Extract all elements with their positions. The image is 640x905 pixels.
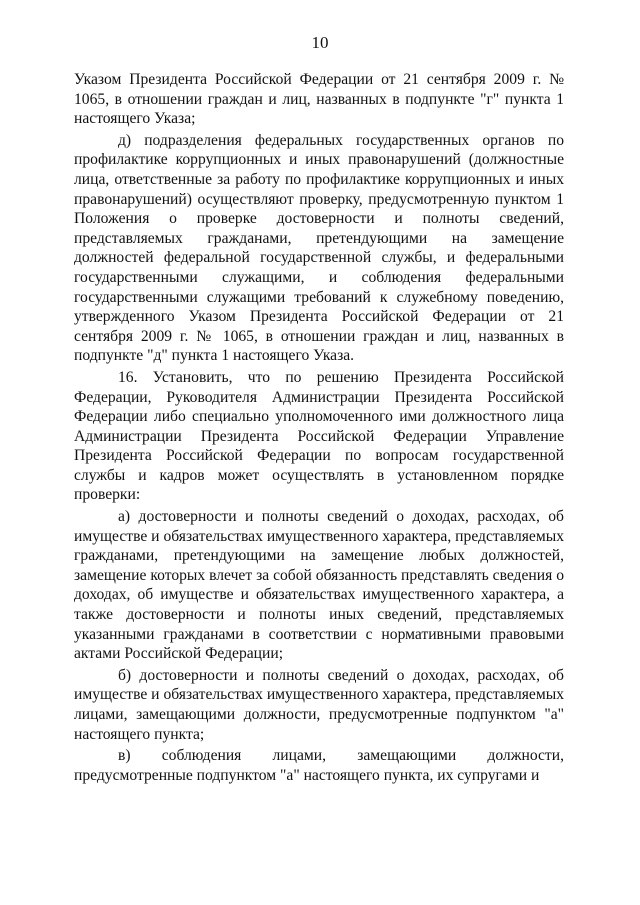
- paragraph-subitem-v: в) соблюдения лицами, замещающими должности, предусмотренные подпунктом "а" настоящего пункта, их супругами и: [74, 747, 564, 784]
- document-body: [74, 70, 564, 787]
- paragraph-continuation: Указом Президента Российской Федерации от 21 сентября 2009 г. № 1065, в отношении граждан и лиц, названных в подпункте "г" пункта 1 настоящего Указа;: [74, 71, 564, 128]
- paragraph-subitem-d: д) подразделения федеральных государственных органов по профилактике коррупционных и иных правонарушений (должностные лица, ответственные за работу по профилактике коррупционных и иных правонарушений) осуществляют проверку, предусмотренную пунктом 1 Положения о проверке достоверности и полноты сведений, представляемых гражданами, претендующими на замещение должностей федеральной государственной службы, и федеральными государственными служащими, и соблюдения федеральными государственными служащими требований к служебному поведению, утвержденного Указом Президента Российской Федерации от 21 сентября 2009 г. № 1065, в отношении граждан и лиц, названных в подпункте "д" пункта 1 настоящего Указа.: [74, 131, 564, 365]
- paragraph-item-16: 16. Установить, что по решению Президента Российской Федерации, Руководителя Администрации Президента Российской Федерации либо специально уполномоченного ими должностного лица Администрации Президента Российской Федерации Управление Президента Российской Федерации по вопросам государственной службы и кадров может осуществлять в установленном порядке проверки:: [74, 368, 564, 504]
- page-number: 10: [311, 33, 329, 52]
- paragraph-subitem-a: а) достоверности и полноты сведений о доходах, расходах, об имуществе и обязательствах имущественного характера, представляемых гражданами, претендующими на замещение любых должностей, замещение которых влечет за собой обязанность представлять сведения о доходах, об имуществе и обязательствах имущественного характера, а также достоверности и полноты иных сведений, представляемых указанными гражданами в соответствии с нормативными правовыми актами Российской Федерации;: [74, 508, 564, 663]
- paragraph-subitem-b: б) достоверности и полноты сведений о доходах, расходах, об имуществе и обязательствах имущественного характера, представляемых лицами, замещающими должности, предусмотренные подпунктом "а" настоящего пункта;: [74, 666, 564, 743]
